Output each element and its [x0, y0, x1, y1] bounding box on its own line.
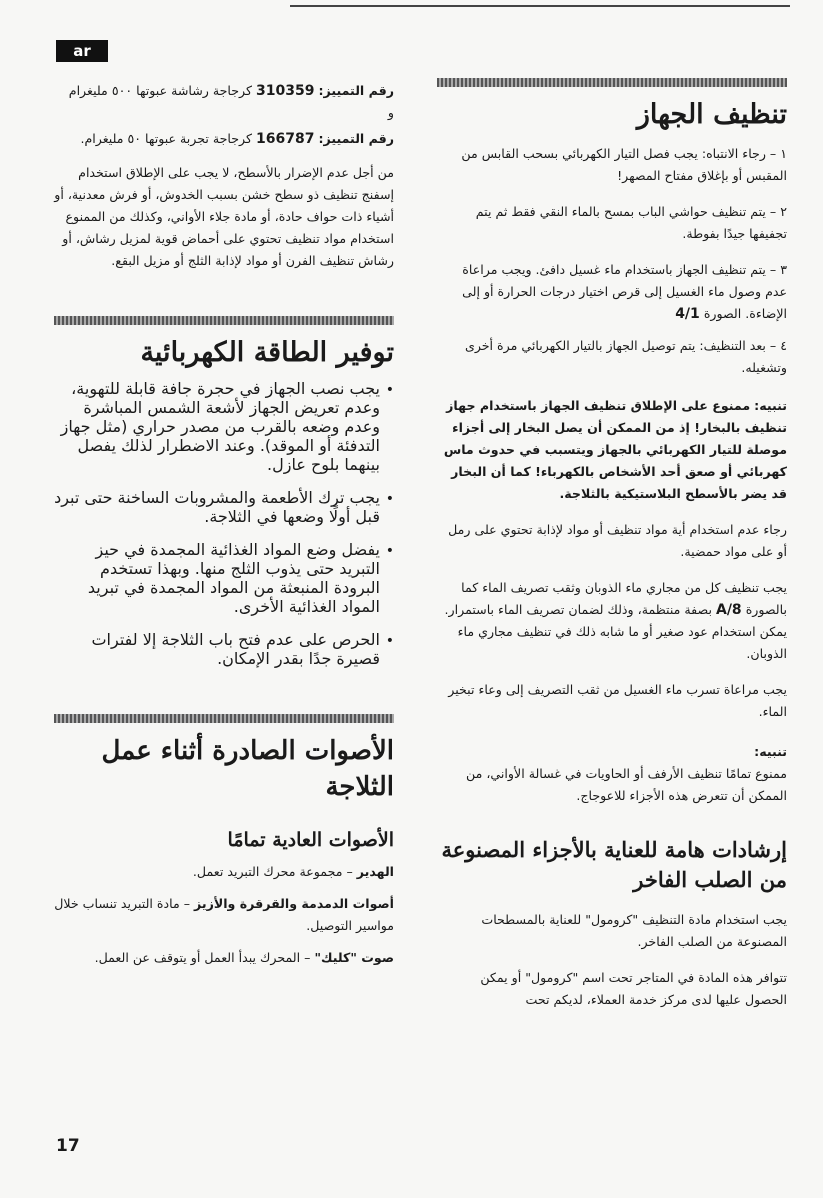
abrasive-warning: رجاء عدم استخدام أية مواد تنظيف أو مواد لإذابة تحتوي على رمل أو على مواد حمضية.: [448, 522, 787, 559]
cleaning-heading: تنظيف الجهاز: [636, 99, 787, 130]
section-divider-energy: [54, 316, 394, 325]
energy-tip: • يفضل وضع المواد الغذائية المجمدة في حيز التبريد حتى يذوب الثلج منها. وبهذا تستخدم البرودة المنبعثة من المواد المجمدة في تبريد المواد الغذائية الأخرى.: [54, 540, 394, 616]
sound-item-gurgle: أصوات الدمدمة والقرقرة والأزيز – مادة التبريد تنساب خلال مواسير التوصيل.: [54, 896, 394, 933]
section-divider-cleaning: [437, 78, 787, 87]
figure-ref-8-a: A/8: [715, 602, 742, 618]
left-column: [54, 80, 394, 969]
energy-tips-list: [54, 379, 394, 668]
cleaning-step-3: ٣ – يتم تنظيف الجهاز باستخدام ماء غسيل دافئ. ويجب مراعاة عدم وصول ماء الغسيل إلى قرص اختيار درجات الحرارة أو إلى الإضاءة. الصورة 4/1: [462, 262, 787, 322]
drain-cleaning-paragraph: يجب تنظيف كل من مجاري ماء الذوبان وثقب تصريف الماء كما بالصورة A/8 بصفة منتظمة، وذلك لضمان تصريف الماء باستمرار. يمكن استخدام عود صغير أو ما شابه ذلك في تنظيف مجاري ماء الذوبان.: [444, 580, 787, 661]
note-label: تنبيه:: [754, 744, 787, 759]
top-rule: [290, 5, 790, 7]
drain-hole-paragraph: يجب مراعاة تسرب ماء الغسيل من ثقب التصريف إلى وعاء تبخير الماء.: [448, 682, 787, 719]
model-number-1: رقم التمييز: 310359 كرجاجة رشاشة عبوتها ٥٠٠ مليغرام: [68, 83, 394, 99]
cleaning-step-1: ١ – رجاء الانتباه: يجب فصل التيار الكهربائي بسحب القابس من المقبس أو بإغلاق مفتاح المصهر!: [461, 146, 787, 183]
stainless-steel-paragraph-1: يجب استخدام مادة التنظيف "كرومول" للعناية بالمسطحات المصنوعة من الصلب الفاخر.: [481, 912, 787, 949]
surface-warning-paragraph: من أجل عدم الإضرار بالأسطح، لا يجب على الإطلاق استخدام إسفنج تنظيف ذو سطح خشن بسبب الخدوش، أو فرش معدنية، أو أشياء ذات حواف حادة، أو مادة جلاء الأواني، وكذلك من الممنوع استخدام مواد تنظيف تحتوي على أحماض قوية لمزيل رشاش، أو رشاش تنظيف الفرن أو مواد لإذابة الثلج أو مزيل البقع.: [54, 165, 394, 268]
model-number-2: رقم التمييز: 166787 كرجاجة تجربة عبوتها ٥٠ مليغرام.: [80, 131, 394, 147]
stainless-steel-paragraph-2: تتوافر هذه المادة في المتاجر تحت اسم "كرومول" أو يمكن الحصول عليها لدى مركز خدمة العملاء، لديكم تحت: [480, 970, 787, 1007]
steam-caution: تنبيه: ممنوع على الإطلاق تنظيف الجهاز باستخدام جهاز تنظيف بالبخار! إذ من الممكن أن يصل البخار إلى أجزاء موصلة للتيار الكهربائي بالجهاز ويتسبب في حدوث ماس كهربائي أو صعق أحد الأشخاص بالكهرباء! كما أن البخار قد يضر بالأسطح البلاستيكية بالثلاجة.: [443, 398, 787, 501]
language-tag: ar: [56, 40, 108, 62]
stainless-steel-heading: إرشادات هامة للعناية بالأجزاء المصنوعة من الصلب الفاخر: [441, 837, 787, 892]
normal-sounds-heading: الأصوات العادية تمامًا: [227, 829, 394, 851]
cleaning-step-2: ٢ – يتم تنظيف حواشي الباب بمسح بالماء النقي فقط ثم يتم تجفيفها جيدًا بفوطة.: [475, 204, 787, 241]
dishwasher-note: ممنوع تمامًا تنظيف الأرفف أو الحاويات في غسالة الأواني، من الممكن أن تتعرض هذه الأجزاء للاعوجاج.: [466, 766, 787, 803]
right-column: [437, 78, 787, 1011]
energy-tip: • يجب نصب الجهاز في حجرة جافة قابلة للتهوية، وعدم تعريض الجهاز لأشعة الشمس المباشرة وعدم وضعه بالقرب من مصدر حراري (مثل جهاز التدفئة أو الموقد). وعند الاضطرار لذلك يفصل بينهما بلوح عازل.: [54, 379, 394, 474]
and-connector: و: [387, 105, 394, 120]
sound-item-click: صوت "كليك" – المحرك يبدأ العمل أو يتوقف عن العمل.: [94, 950, 394, 965]
energy-tip: • الحرص على عدم فتح باب الثلاجة إلا لفترات قصيرة جدًا بقدر الإمكان.: [54, 630, 394, 668]
energy-saving-heading: توفير الطاقة الكهربائية: [140, 337, 394, 368]
energy-tip: • يجب ترك الأطعمة والمشروبات الساخنة حتى تبرد قبل أولًا وضعها في الثلاجة.: [54, 488, 394, 526]
sounds-heading: الأصوات الصادرة أثناء عمل الثلاجة: [101, 736, 394, 802]
sound-item-hum: الهدير – مجموعة محرك التبريد تعمل.: [192, 864, 394, 879]
figure-ref-4-1: 4/1: [675, 306, 700, 322]
section-divider-sounds: [54, 714, 394, 723]
page-number: 17: [56, 1136, 80, 1156]
cleaning-step-4: ٤ – بعد التنظيف: يتم توصيل الجهاز بالتيار الكهربائي مرة أخرى وتشغيله.: [464, 338, 787, 375]
